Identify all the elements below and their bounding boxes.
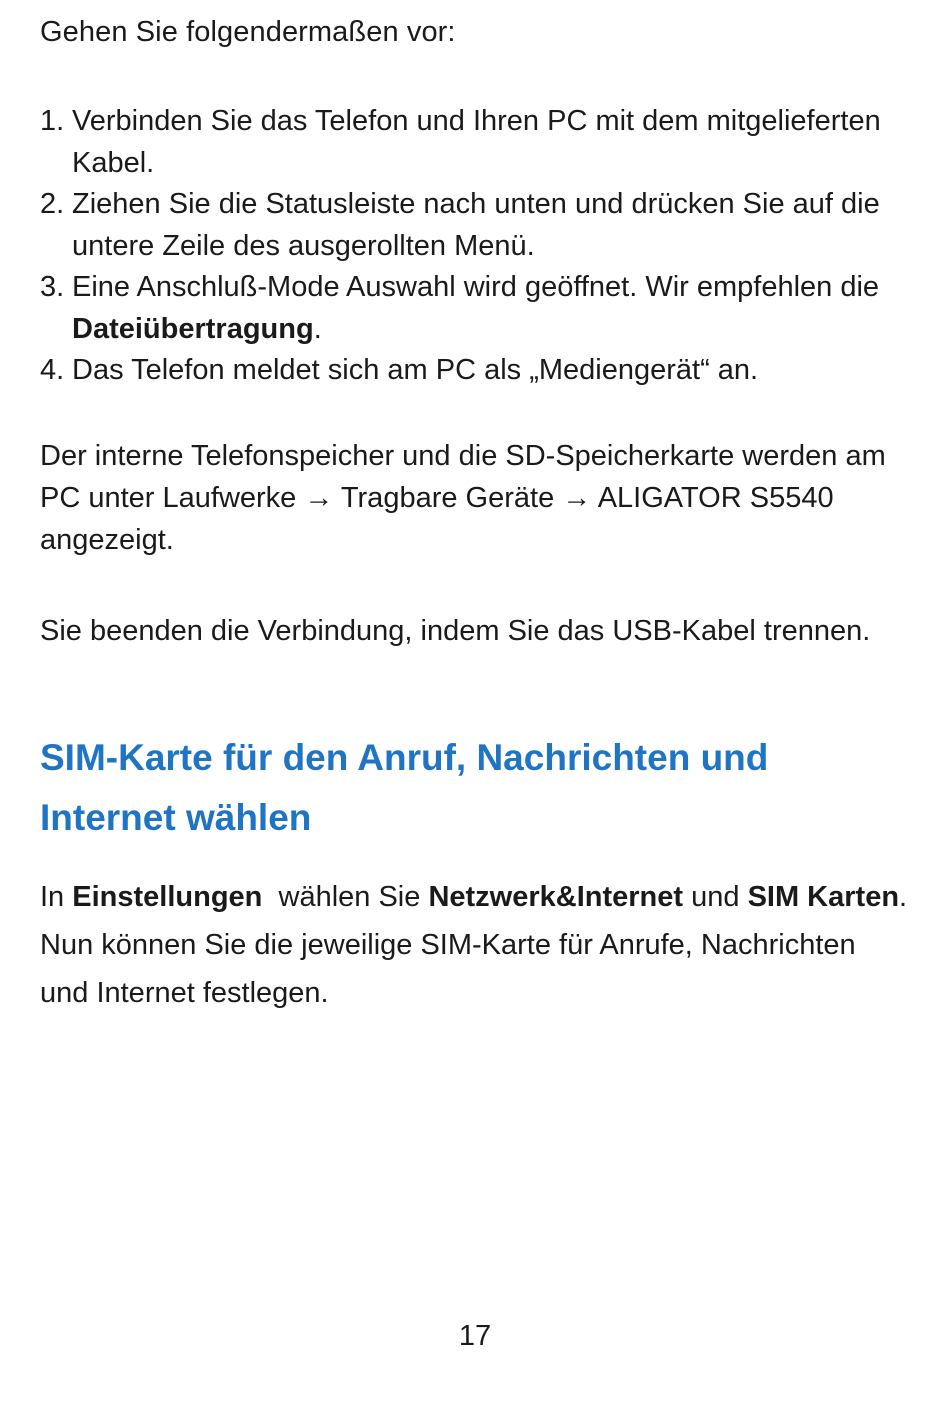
storage-paragraph: Der interne Telefonspeicher und die SD-Speicherkarte werden am PC unter Laufwerke → Tragbare Geräte → ALIGATOR S5540 angezeigt. [40,440,886,556]
settings-bold: Einstellungen [72,881,263,913]
sim-text-part: und [683,881,748,913]
network-bold: Netzwerk&Internet [428,881,684,913]
step-text: Das Telefon meldet sich am PC als „Mediengerät“ an. [72,354,759,386]
steps-list [40,101,910,392]
disconnect-paragraph: Sie beenden die Verbindung, indem Sie das USB-Kabel trennen. [40,615,871,647]
step-text: Verbinden Sie das Telefon und Ihren PC mit dem mitgelieferten Kabel. [72,105,881,179]
step-number: 3. [40,271,65,303]
step-text-bold: Dateiübertragung [72,312,314,345]
list-item [40,184,910,267]
step-number: 4. [40,354,65,386]
list-item [40,101,910,184]
sim-paragraph [40,873,910,1017]
page-number: 17 [458,1320,492,1352]
list-item [40,267,910,350]
step-text-part: Eine Anschluß-Mode Auswahl wird geöffnet. Wir empfehlen die [72,271,880,303]
list-item [40,350,910,392]
sim-text-part: . Nun können Sie die jeweilige SIM-Karte für Anrufe, Nachrichten und Internet festlegen. [40,881,908,1009]
section-heading: SIM-Karte für den Anruf, Nachrichten und Internet wählen [40,737,769,838]
step-number: 1. [40,105,65,137]
intro-text: Gehen Sie folgendermaßen vor: [40,16,456,48]
sim-text-part: wählen Sie [262,881,429,913]
step-text [72,271,879,345]
step-text: Ziehen Sie die Statusleiste nach unten und drücken Sie auf die untere Zeile des ausgerollten Menü. [72,188,880,262]
sim-cards-bold: SIM Karten [747,881,900,913]
sim-text-part: In [40,881,73,913]
step-number: 2. [40,188,65,220]
step-text-part: . [313,312,322,345]
